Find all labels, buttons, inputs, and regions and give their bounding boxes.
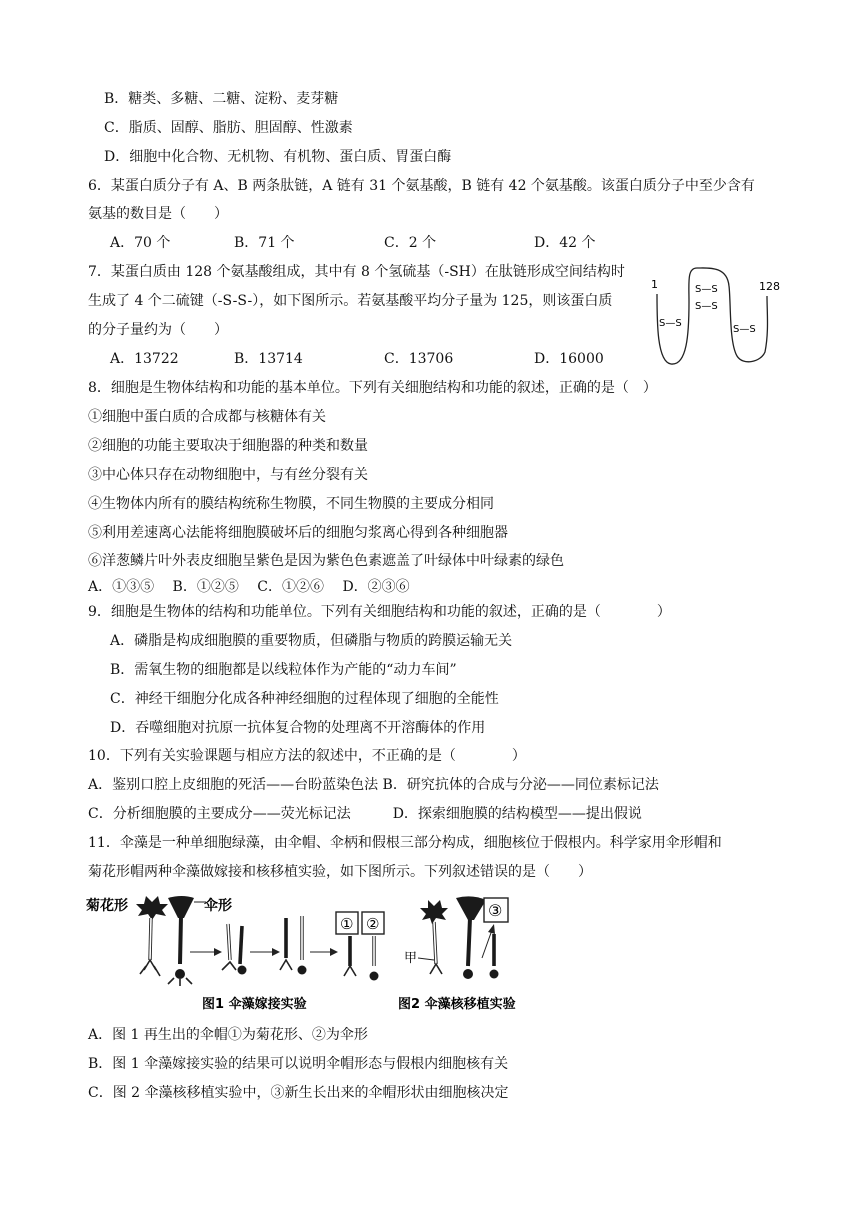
q11-option-a: A．图 1 再生出的伞帽①为菊花形、②为伞形	[88, 1027, 368, 1043]
figure-2-caption: 图2 伞藻核移植实验	[398, 997, 516, 1012]
label-umbrella-cap: 伞形	[204, 898, 232, 914]
q5-option-d: D．细胞中化合物、无机物、有机物、蛋白质、胃蛋白酶	[104, 149, 452, 165]
q6-option-c: C．2 个	[384, 235, 437, 251]
q11-option-b: B．图 1 伞藻嫁接实验的结果可以说明伞帽形态与假根内细胞核有关	[88, 1056, 509, 1072]
q10-stem: 10．下列有关实验课题与相应方法的叙述中，不正确的是（ ）	[88, 748, 526, 764]
q7-stem-line3: 的分子量约为（ ）	[88, 322, 228, 338]
q7-option-b: B．13714	[234, 351, 303, 367]
chrysanthemum-cap-alga	[136, 896, 168, 976]
q9-option-d: D．吞噬细胞对抗原一抗体复合物的处理离不开溶酶体的作用	[110, 720, 486, 736]
q7-option-a: A．13722	[110, 351, 179, 367]
q11-stem-line1: 11．伞藻是一种单细胞绿藻，由伞帽、伞柄和假根三部分构成，细胞核位于假根内。科学家用伞形帽和	[88, 835, 722, 851]
q8-item-1: ①细胞中蛋白质的合成都与核糖体有关	[88, 409, 326, 425]
q6-option-b: B．71 个	[234, 235, 295, 251]
figure-1-caption: 图1 伞藻嫁接实验	[202, 997, 307, 1012]
jia-pointer	[418, 958, 434, 960]
box-3-label: ③	[488, 901, 503, 920]
q8-item-4: ④生物体内所有的膜结构统称生物膜，不同生物膜的主要成分相同	[88, 496, 494, 512]
q8-item-5: ⑤利用差速离心法能将细胞膜破坏后的细胞匀浆离心得到各种细胞器	[88, 525, 508, 541]
q6-stem-line2: 氨基的数目是（ ）	[88, 206, 228, 222]
q5-option-c: C．脂质、固醇、脂肪、胆固醇、性激素	[104, 120, 353, 136]
new-stalk-alga	[490, 934, 499, 979]
q6-option-a: A．70 个	[110, 235, 171, 251]
q5-option-b: B．糖类、多糖、二糖、淀粉、麦芽糖	[104, 91, 339, 107]
arrow-1	[190, 948, 222, 956]
umbrella-cap-alga	[168, 896, 194, 986]
q6-option-d: D．42 个	[534, 235, 596, 251]
chain-end-label: 128	[759, 280, 780, 293]
q9-option-a: A．磷脂是构成细胞膜的重要物质，但磷脂与物质的跨膜运输无关	[110, 633, 513, 649]
q8-item-3: ③中心体只存在动物细胞中，与有丝分裂有关	[88, 467, 368, 483]
q10-options-row1: A．鉴别口腔上皮细胞的死活——台盼蓝染色法 B．研究抗体的合成与分泌——同位素标记法	[88, 777, 659, 793]
q8-stem: 8．细胞是生物体结构和功能的基本单位。下列有关细胞结构和功能的叙述，正确的是（ ）	[88, 380, 657, 396]
arrow-3	[310, 948, 338, 956]
box-2-label: ②	[366, 915, 380, 933]
q7-option-d: D．16000	[534, 351, 604, 367]
q9-option-c: C．神经干细胞分化成各种神经细胞的过程体现了细胞的全能性	[110, 691, 499, 707]
box-1-label: ①	[340, 915, 354, 933]
nucleus-transfer-algae	[420, 896, 486, 979]
protein-disulfide-figure	[645, 262, 785, 370]
q11-stem-line2: 菊花形帽两种伞藻做嫁接和核移植实验，如下图所示。下列叙述错误的是（ ）	[88, 864, 592, 880]
q7-option-c: C．13706	[384, 351, 454, 367]
arrow-2	[250, 948, 280, 956]
label-jia: 甲	[404, 951, 418, 966]
disulfide-bond-2: S—S	[695, 301, 718, 312]
disulfide-bond-3: S—S	[659, 318, 682, 329]
q11-option-c: C．图 2 伞藻核移植实验中，③新生长出来的伞帽形状由细胞核决定	[88, 1085, 509, 1101]
q8-options: A．①③⑤ B．①②⑤ C．①②⑥ D．②③⑥	[88, 579, 410, 595]
q7-stem-line1: 7．某蛋白质由 128 个氨基酸组成，其中有 8 个氢硫基（-SH）在肽链形成空间结构时	[88, 264, 625, 280]
polypeptide-chain	[657, 268, 768, 364]
disulfide-bond-1: S—S	[695, 284, 718, 295]
q7-stem-line2: 生成了 4 个二硫键（-S-S-），如下图所示。若氨基酸平均分子量为 125，则该蛋白质	[88, 293, 613, 309]
chain-start-label: 1	[651, 278, 658, 291]
q8-item-6: ⑥洋葱鳞片叶外表皮细胞呈紫色是因为紫色色素遮盖了叶绿体中叶绿素的绿色	[88, 553, 564, 569]
q6-stem-line1: 6．某蛋白质分子有 A、B 两条肽链，A 链有 31 个氨基酸，B 链有 42 个氨基酸。该蛋白质分子中至少含有	[88, 178, 755, 194]
label-chrysanthemum-cap: 菊花形	[86, 898, 128, 914]
disulfide-bond-4: S—S	[733, 324, 756, 335]
q8-item-2: ②细胞的功能主要取决于细胞器的种类和数量	[88, 438, 368, 454]
cut-stalks	[222, 924, 247, 975]
q10-options-row2: C．分析细胞膜的主要成分——荧光标记法 D．探索细胞膜的结构模型——提出假说	[88, 806, 642, 822]
grafted-stalks	[280, 916, 307, 975]
acetabularia-figure	[82, 890, 552, 1018]
q9-stem: 9．细胞是生物体的结构和功能单位。下列有关细胞结构和功能的叙述，正确的是（ ）	[88, 604, 671, 620]
q9-option-b: B．需氧生物的细胞都是以线粒体作为产能的“动力车间”	[110, 662, 457, 678]
regenerated-algae	[344, 936, 379, 981]
